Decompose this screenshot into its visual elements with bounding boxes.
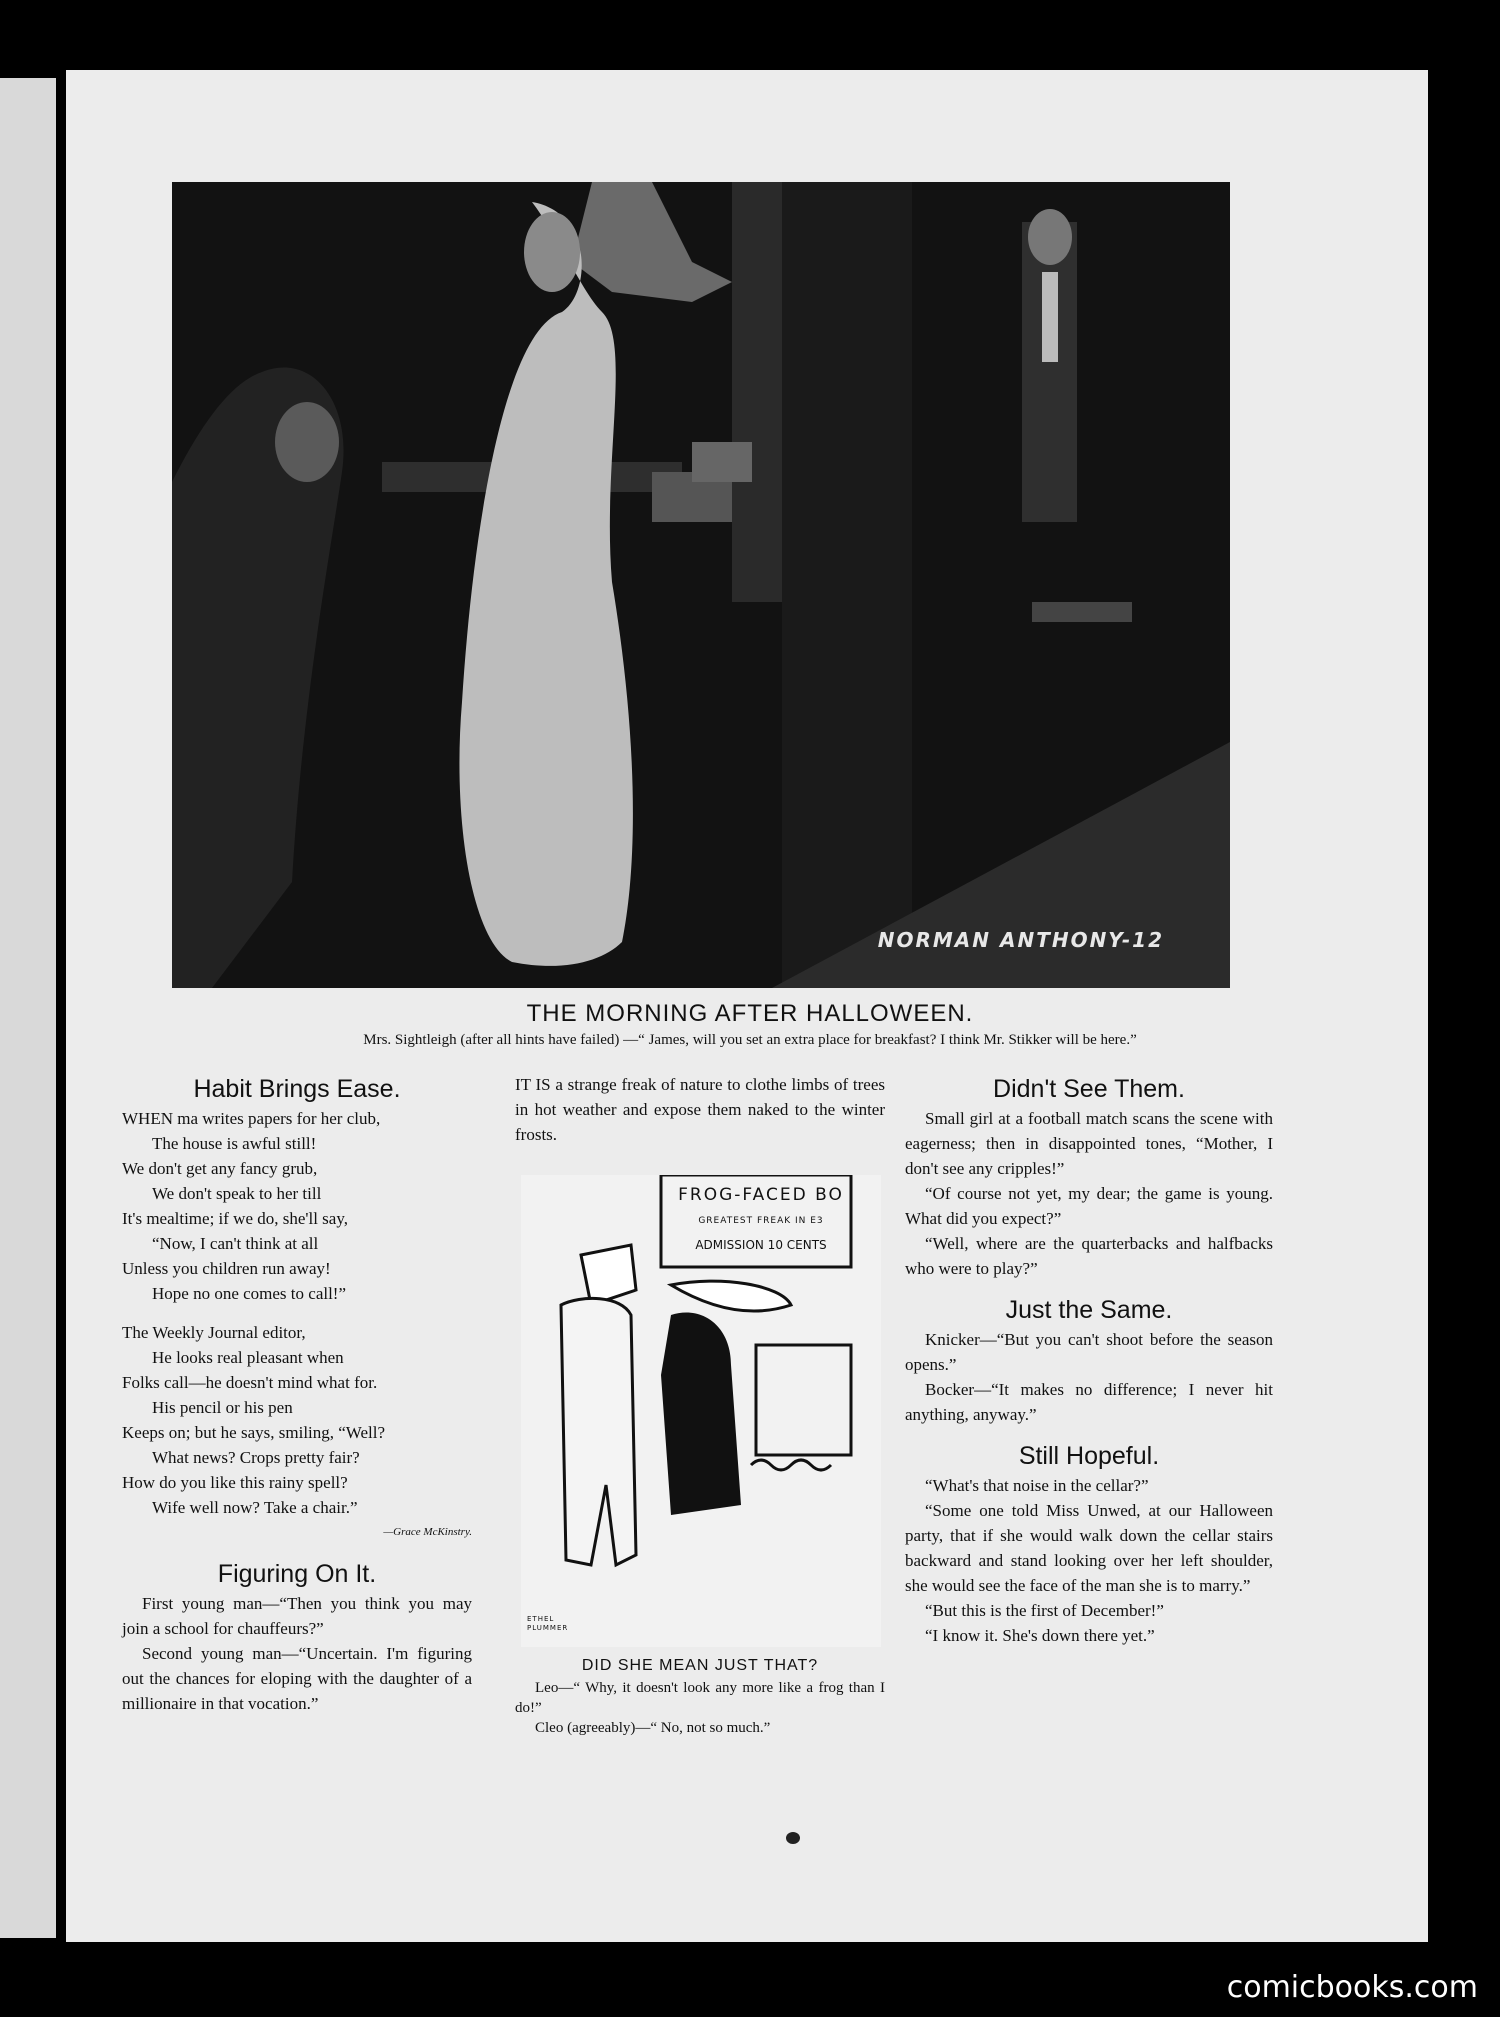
poem-line: What news? Crops pretty fair? (152, 1448, 360, 1467)
left-column (122, 1072, 472, 1716)
story-title: Figuring On It. (217, 1560, 377, 1588)
illustration-title: THE MORNING AFTER HALLOWEEN. (526, 1000, 974, 1027)
poem-line: The house is awful still! (152, 1134, 317, 1153)
poem-line: Keeps on; but he says, smiling, “Well? (122, 1423, 386, 1442)
intro-paragraph: IT IS a strange freak of nature to clothe limbs of trees in hot weather and expose them naked to the winter frosts. (515, 1075, 885, 1144)
poem-line: He looks real pleasant when (152, 1348, 344, 1367)
poem-line: The Weekly Journal editor, (122, 1323, 306, 1342)
illustration-drawing (172, 182, 1230, 988)
story-paragraph: Second young man—“Uncertain. I'm figuring out the chances for eloping with the daughter of a millionaire in that vocation.” (122, 1644, 472, 1713)
poem-line: We don't get any fancy grub, (122, 1159, 318, 1178)
poem-line: How do you like this rainy spell? (122, 1473, 348, 1492)
poem-line: It's mealtime; if we do, she'll say, (122, 1209, 348, 1228)
article-paragraph: Knicker—“But you can't shoot before the season opens.” (905, 1330, 1273, 1374)
poem-line: “Now, I can't think at all (152, 1234, 319, 1253)
poem-line: WHEN ma writes papers for her club, (122, 1109, 381, 1128)
article-paragraph: “Well, where are the quarterbacks and halfbacks who were to play?” (905, 1234, 1273, 1278)
right-column (905, 1072, 1273, 1648)
poem-line: His pencil or his pen (152, 1398, 293, 1417)
article-paragraph: “Some one told Miss Unwed, at our Halloween party, that if she would walk down the cellar stairs backward and stand looking over her left shoulder, she would see the face of the man she is to marry.” (905, 1501, 1273, 1595)
article-paragraph: “Of course not yet, my dear; the game is young. What did you expect?” (905, 1184, 1273, 1228)
poem-line: Hope no one comes to call!” (152, 1284, 347, 1303)
poem-attribution: —Grace McKinstry. (383, 1526, 472, 1538)
halloween-illustration (172, 182, 1230, 988)
article-paragraph: “What's that noise in the cellar?” (925, 1476, 1149, 1495)
article-paragraph: Bocker—“It makes no difference; I never hit anything, anyway.” (905, 1380, 1273, 1424)
poem-line: We don't speak to her till (152, 1184, 322, 1203)
sign-line: ADMISSION 10 CENTS (695, 1238, 827, 1252)
middle-column (515, 1072, 885, 1738)
article-title: Just the Same. (1005, 1296, 1173, 1324)
frog-faced-cartoon (521, 1175, 881, 1647)
page-ornament (786, 1832, 800, 1844)
story-paragraph: First young man—“Then you think you may join a school for chauffeurs?” (122, 1594, 472, 1638)
poem-title: Habit Brings Ease. (193, 1075, 401, 1103)
illustration-caption: Mrs. Sightleigh (after all hints have failed) —“ James, will you set an extra place for breakfast? I think Mr. Stikker will be here.” (363, 1032, 1137, 1048)
poem-line: Folks call—he doesn't mind what for. (122, 1373, 378, 1392)
poem-line: Unless you children run away! (122, 1259, 331, 1278)
poem-line: Wife well now? Take a chair.” (152, 1498, 358, 1517)
cartoon-title: DID SHE MEAN JUST THAT? (581, 1657, 819, 1674)
cartoon-dialogue: Leo—“ Why, it doesn't look any more like a frog than I do!” (515, 1680, 885, 1716)
article-title: Didn't See Them. (993, 1075, 1185, 1103)
site-watermark: comicbooks.com (1226, 1970, 1478, 2005)
article-title: Still Hopeful. (1018, 1442, 1160, 1470)
cartoon-dialogue: Cleo (agreeably)—“ No, not so much.” (535, 1720, 771, 1736)
cartoonist-signature: ETHEL PLUMMER (527, 1615, 569, 1632)
artist-signature: NORMAN ANTHONY-12 (877, 928, 1164, 952)
article-paragraph: “But this is the first of December!” (925, 1601, 1164, 1620)
article-paragraph: Small girl at a football match scans the scene with eagerness; then in disappointed tones, “Mother, I don't see any cripples!” (905, 1109, 1273, 1178)
sign-line: GREATEST FREAK IN E3 (698, 1216, 824, 1226)
article-paragraph: “I know it. She's down there yet.” (925, 1626, 1155, 1645)
sign-line: FROG-FACED BO (678, 1185, 844, 1205)
